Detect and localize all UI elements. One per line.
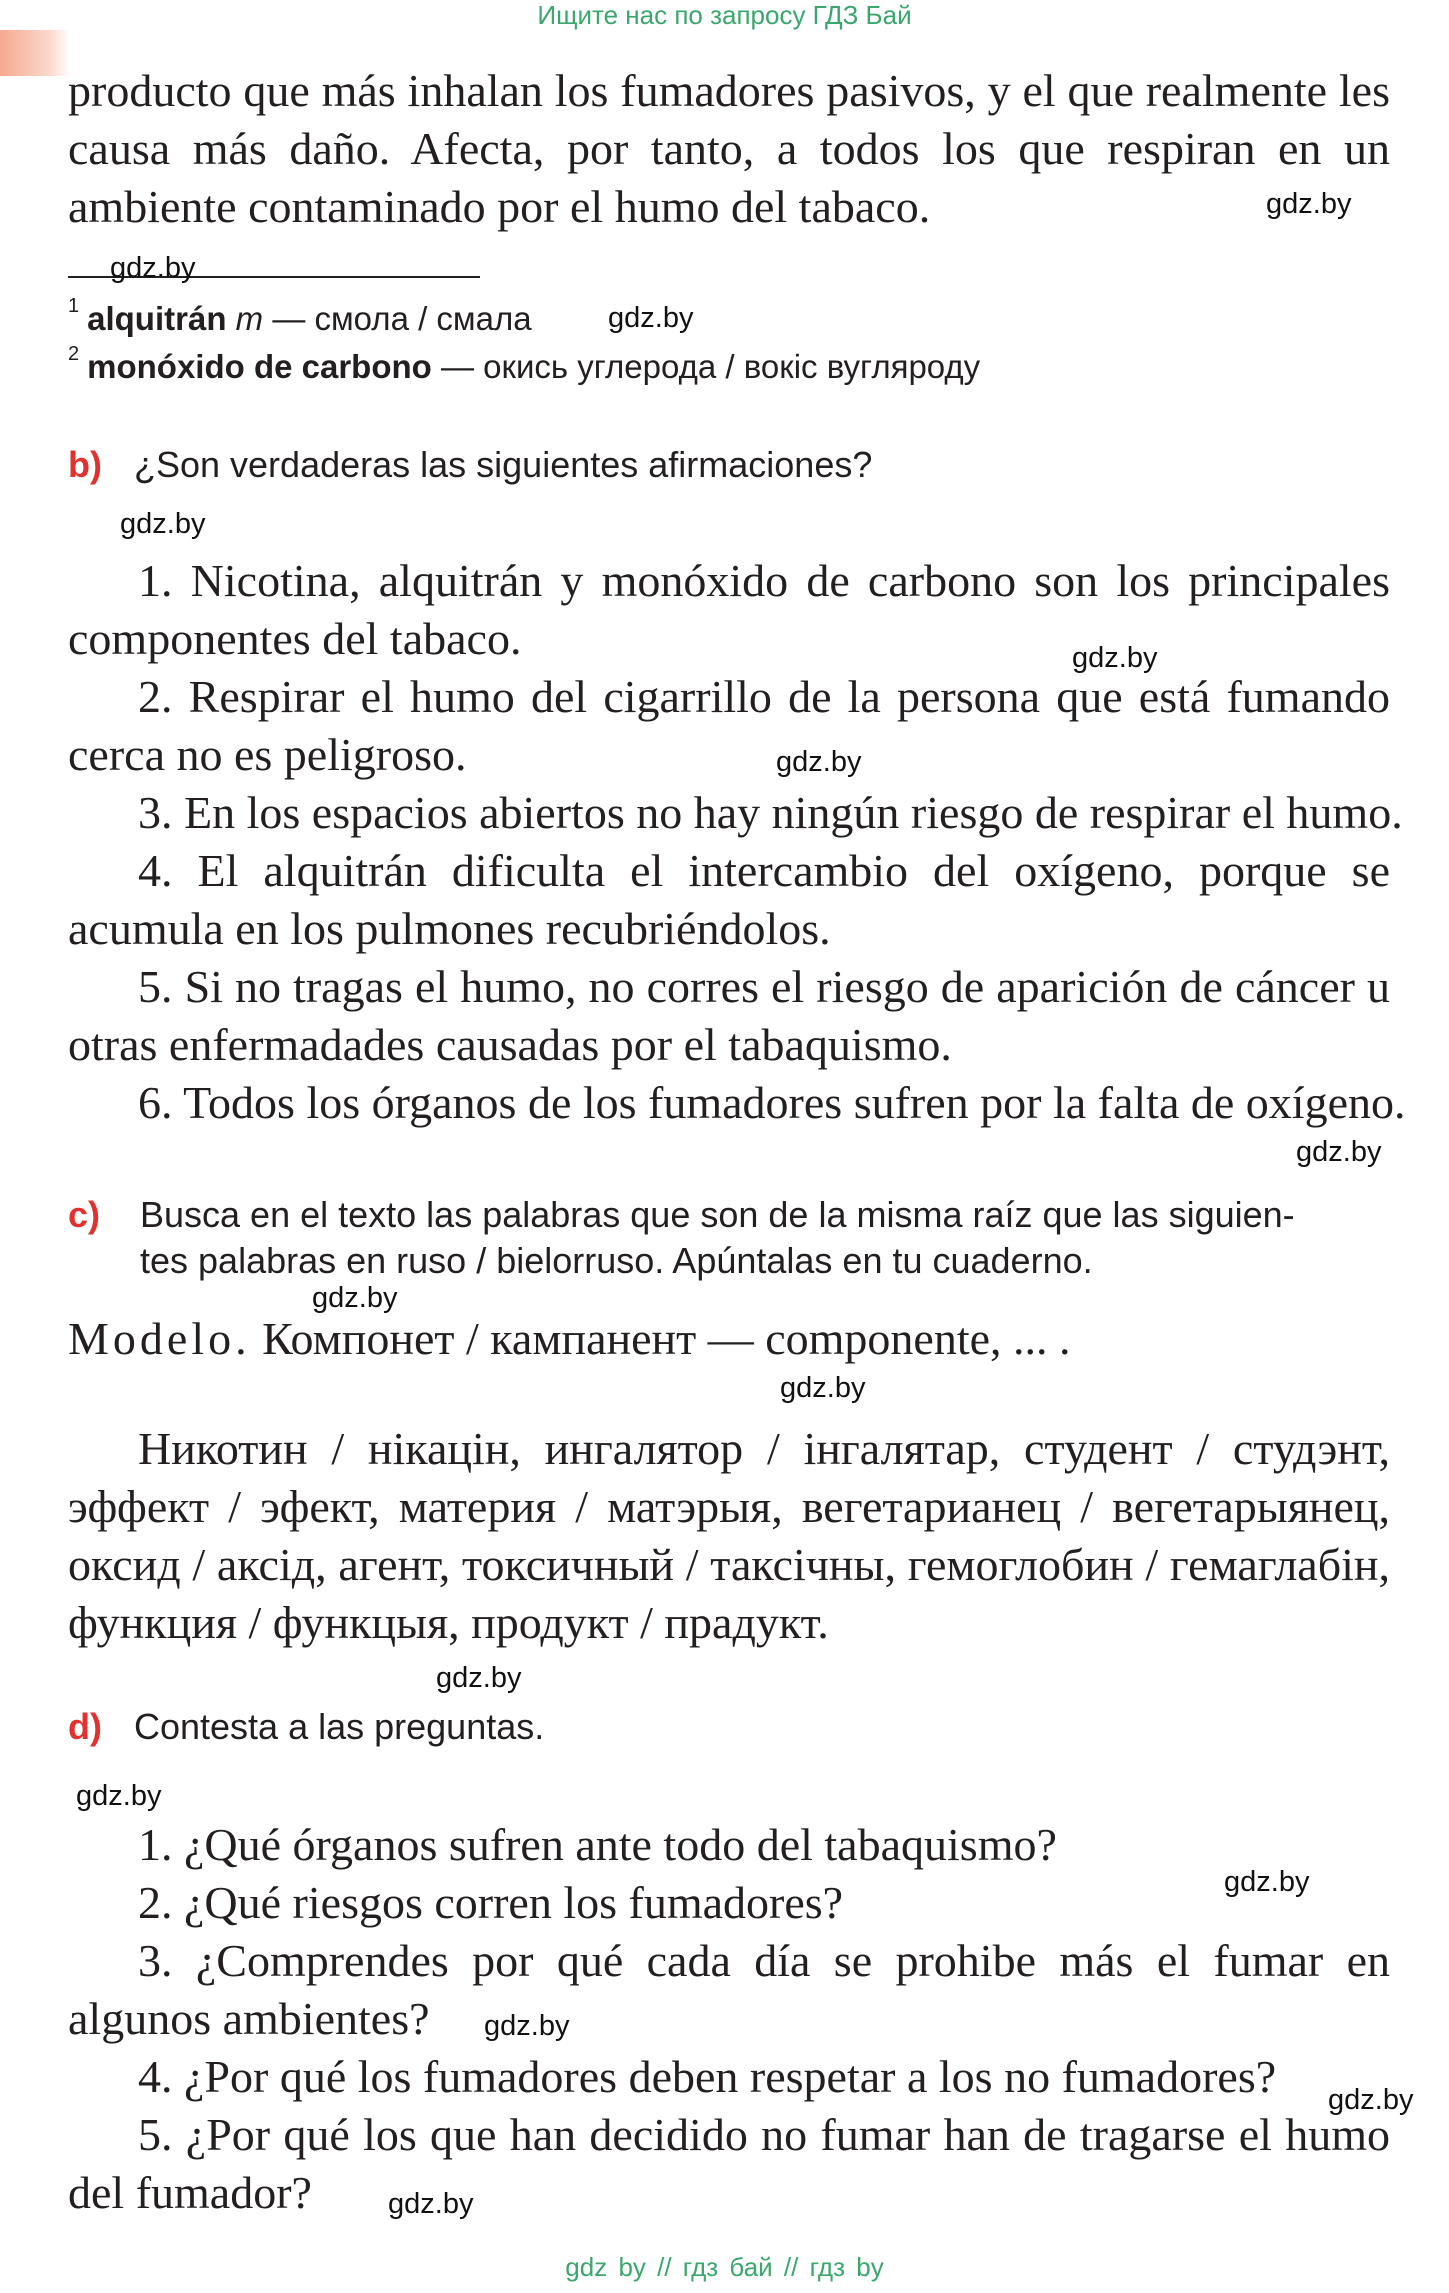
question-2: 2. ¿Qué riesgos corren los fumadores?	[138, 1877, 844, 1928]
watermark: gdz.by	[1328, 2084, 1414, 2116]
footnote-gender: m	[235, 300, 264, 337]
model-label: Modelo.	[68, 1313, 251, 1364]
task-letter: b)	[68, 444, 102, 485]
passage-text: producto que más inhalan los fumadores pasivos, y el que realmente les causa más daño. Afecta, por tanto, a todos los que respiran en un ambiente contaminado por el humo del tabaco.	[68, 65, 1390, 232]
task-letter: d)	[68, 1706, 102, 1747]
watermark: gdz.by	[388, 2188, 474, 2220]
task-b-heading	[68, 444, 872, 486]
watermark: gdz.by	[312, 1282, 398, 1314]
question-1: 1. ¿Qué órganos sufren ante todo del tabaquismo?	[138, 1819, 1057, 1870]
task-c-heading	[68, 1194, 1408, 1281]
footnote-1	[68, 290, 532, 341]
header-watermark-note: Ищите нас по запросу ГДЗ Бай	[537, 0, 912, 30]
footnote-translation: — окись углерода / вокіс вугляроду	[440, 348, 981, 385]
task-instruction-line-1: Busca en el texto las palabras que son de la misma raíz que las siguien-	[140, 1194, 1295, 1235]
statement-6: 6. Todos los órganos de los fumadores sufren por la falta de oxígeno.	[138, 1077, 1406, 1128]
word-list: Никотин / нікацін, ингалятор / інгалятар, студент / студэнт, эффект / эфект, материя / матэрыя, вегетарианец / вегетарыянец, оксид / аксід, агент, токсичный / таксічны, гемоглобин / гемаглабін, функция / функцыя, продукт / прадукт.	[68, 1423, 1390, 1648]
model-text: Компонет / кампанент — componente, ... .	[262, 1313, 1071, 1364]
watermark: gdz.by	[1296, 1136, 1382, 1168]
watermark: gdz.by	[776, 746, 862, 778]
task-instruction: Contesta a las preguntas.	[133, 1706, 545, 1747]
footnote-term: monóxido de carbono	[87, 348, 432, 385]
task-d-heading	[68, 1706, 544, 1748]
watermark: gdz.by	[484, 2010, 570, 2042]
task-instruction-line-2: tes palabras en ruso / bielorruso. Apúntalas en tu cuaderno.	[140, 1240, 1093, 1281]
statement-1: 1. Nicotina, alquitrán y monóxido de carbono son los principales componentes del tabaco.	[68, 555, 1390, 664]
question-5: 5. ¿Por qué los que han decidido no fumar han de tragarse el humo del fumador?	[68, 2109, 1390, 2218]
statement-2: 2. Respirar el humo del cigarrillo de la persona que está fumando cerca no es peligroso.	[68, 671, 1390, 780]
statement-3: 3. En los espacios abiertos no hay ningún riesgo de respirar el humo.	[138, 787, 1403, 838]
footnote-translation: — смола / смала	[272, 300, 532, 337]
model-example	[68, 1310, 1071, 1368]
statement-4: 4. El alquitrán dificulta el intercambio del oxígeno, porque se acumula en los pulmones recubriéndolos.	[68, 845, 1390, 954]
footnote-2	[68, 338, 980, 389]
watermark: gdz.by	[608, 302, 694, 334]
watermark: gdz.by	[1072, 642, 1158, 674]
watermark: gdz.by	[76, 1780, 162, 1812]
footer-watermark-note: gdz by // гдз бай // гдз by	[565, 2252, 884, 2282]
task-instruction: ¿Son verdaderas las siguientes afirmaciones?	[133, 444, 873, 485]
watermark: gdz.by	[1266, 188, 1352, 220]
footnote-number: 1	[68, 295, 80, 317]
footnote-term: alquitrán	[87, 300, 227, 337]
watermark: gdz.by	[120, 508, 206, 540]
statement-5: 5. Si no tragas el humo, no corres el riesgo de aparición de cáncer u otras enfermadades causadas por el tabaquismo.	[68, 961, 1390, 1070]
question-4: 4. ¿Por qué los fumadores deben respetar a los no fumadores?	[138, 2051, 1277, 2102]
watermark: gdz.by	[110, 252, 196, 284]
page-corner-tab	[0, 30, 70, 76]
watermark: gdz.by	[1224, 1866, 1310, 1898]
footnote-number: 2	[68, 343, 80, 365]
question-3: 3. ¿Comprendes por qué cada día se prohibe más el fumar en algunos ambientes?	[68, 1935, 1390, 2044]
task-letter: c)	[68, 1194, 101, 1235]
watermark: gdz.by	[436, 1662, 522, 1694]
watermark: gdz.by	[780, 1372, 866, 1404]
